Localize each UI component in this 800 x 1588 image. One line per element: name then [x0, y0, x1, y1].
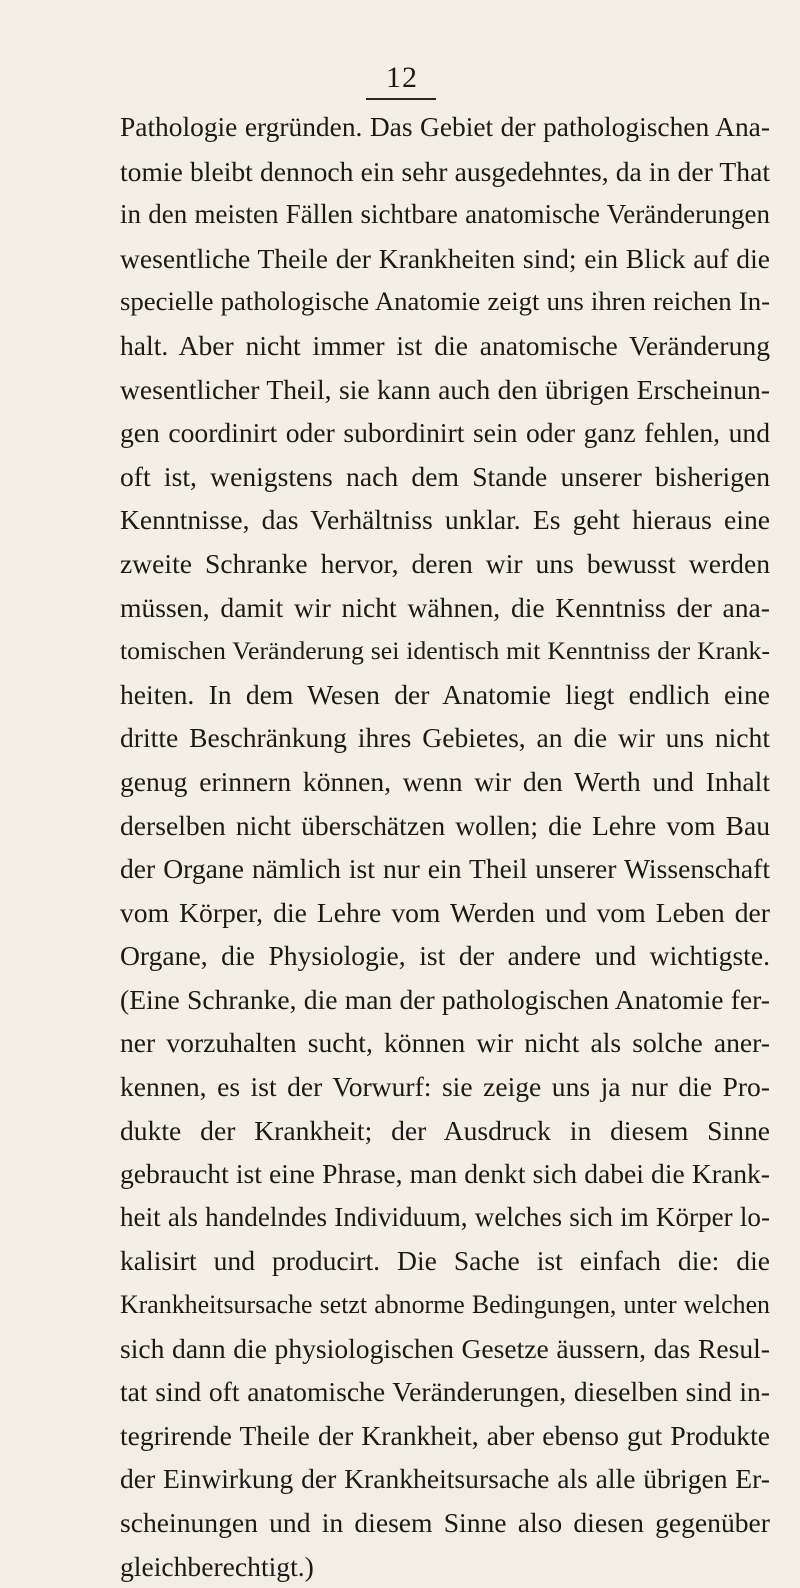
- text-line: kennen, es ist der Vorwurf: sie zeige uns ja nur die Pro-: [120, 1071, 770, 1103]
- text-line: Krankheitsursache setzt abnorme Bedingungen, unter welchen: [120, 1290, 770, 1320]
- text-line: kalisirt und producirt. Die Sache ist einfach die: die: [120, 1245, 770, 1277]
- text-line: derselben nicht überschätzen wollen; die Lehre vom Bau: [120, 809, 770, 841]
- text-line: dritte Beschränkung ihres Gebietes, an die wir uns nicht: [120, 722, 770, 754]
- text-line: müssen, damit wir nicht wähnen, die Kenntniss der ana-: [120, 591, 770, 623]
- text-line: zweite Schranke hervor, deren wir uns bewusst werden: [120, 547, 770, 579]
- text-line: oft ist, wenigstens nach dem Stande unserer bisherigen: [120, 460, 770, 492]
- text-line: tegrirende Theile der Krankheit, aber ebenso gut Produkte: [120, 1419, 770, 1451]
- text-line: specielle pathologische Anatomie zeigt uns ihren reichen In-: [120, 286, 770, 317]
- page-number-rule: [366, 98, 436, 100]
- text-line: gebraucht ist eine Phrase, man denkt sich dabei die Krank-: [120, 1158, 770, 1190]
- text-line: der Einwirkung der Krankheitsursache als alle übrigen Er-: [120, 1463, 770, 1495]
- text-line: heiten. In dem Wesen der Anatomie liegt endlich eine: [120, 678, 770, 710]
- text-line: Kenntnisse, das Verhältniss unklar. Es geht hieraus eine: [120, 504, 770, 536]
- text-line: scheinungen und in diesem Sinne also diesen gegenüber: [120, 1507, 770, 1538]
- text-line: der Organe nämlich ist nur ein Theil unserer Wissenschaft: [120, 853, 770, 885]
- text-line: sich dann die physiologischen Gesetze äussern, das Resul-: [120, 1332, 770, 1364]
- text-line: wesentliche Theile der Krankheiten sind; ein Blick auf die: [120, 242, 770, 274]
- text-line: dukte der Krankheit; der Ausdruck in diesem Sinne: [120, 1114, 770, 1146]
- text-line: gen coordinirt oder subordinirt sein oder ganz fehlen, und: [120, 417, 770, 449]
- text-line: Pathologie ergründen. Das Gebiet der pathologischen Ana-: [120, 112, 770, 142]
- text-line: halt. Aber nicht immer ist die anatomische Veränderung: [120, 329, 770, 361]
- text-line: in den meisten Fällen sichtbare anatomische Veränderungen: [120, 199, 770, 230]
- body-text: [120, 106, 770, 1588]
- text-line: vom Körper, die Lehre vom Werden und vom Leben der: [120, 896, 770, 928]
- text-line: wesentlicher Theil, sie kann auch den übrigen Erscheinun-: [120, 373, 770, 405]
- text-line: tat sind oft anatomische Veränderungen, dieselben sind in-: [120, 1376, 770, 1408]
- text-line: gleichberechtigt.): [120, 1550, 314, 1582]
- text-line: tomischen Veränderung sei identisch mit Kenntniss der Krank-: [120, 636, 770, 666]
- text-line: Organe, die Physiologie, ist der andere und wichtigste.: [120, 940, 770, 972]
- text-line: tomie bleibt dennoch ein sehr ausgedehntes, da in der That: [120, 155, 770, 187]
- text-line: ner vorzuhalten sucht, können wir nicht als solche aner-: [120, 1027, 770, 1059]
- text-line: heit als handelndes Individuum, welches sich im Körper lo-: [120, 1201, 770, 1232]
- page-number: 12: [386, 61, 418, 94]
- text-line: genug erinnern können, wenn wir den Werth und Inhalt: [120, 765, 770, 797]
- text-line: (Eine Schranke, die man der pathologischen Anatomie fer-: [120, 983, 770, 1015]
